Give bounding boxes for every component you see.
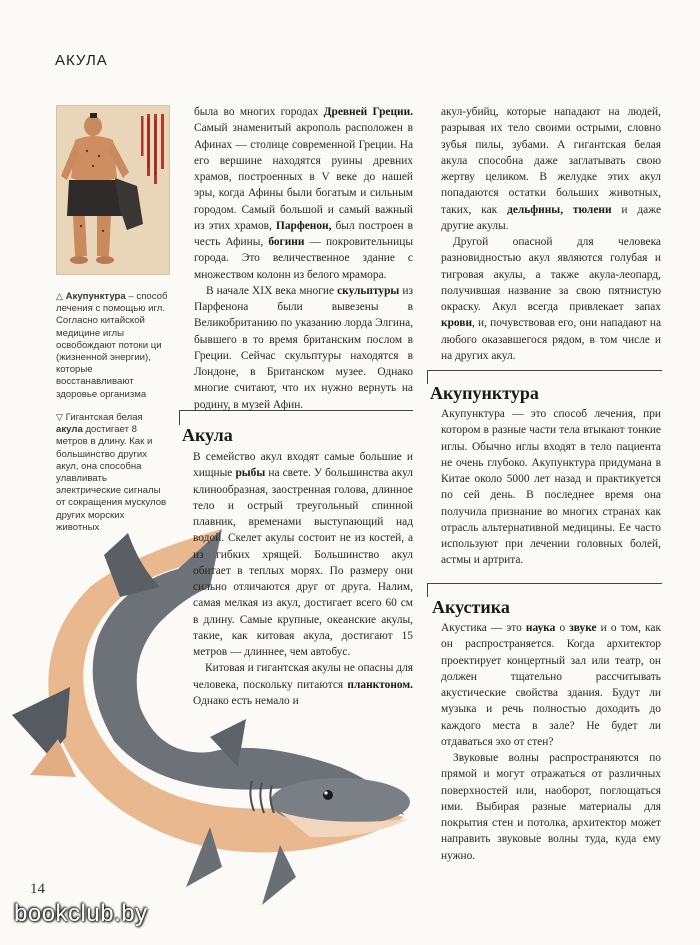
acupuncture-chart-illustration [56,105,170,275]
acupuncture-heading-rule-v [427,370,428,384]
caption-shark [56,411,170,534]
term-science: наука [525,622,556,634]
term-goddess: богини [268,236,305,248]
text-run: на свете. У большинства акул клинообразная, заостренная голова, длинное тело и острый треугольный спинной плавник, временами выступающий над водой. Скелет акулы состоит не из костей, а из гибких хрящей. Большинство акул обитает в теплых морях. По размеру они сильно отличаются друг от друга. Налим, самая мелкая из акул, достигает всего 60 см в длину. Самые крупные, океанские акулы, такие, как китовая акула, достигают 15 метров — длиннее, чем автобус. [193,467,413,658]
term-fish: рыбы [235,467,266,480]
text-run: был построен в честь Афины, [194,219,414,248]
running-header: АКУЛА [55,52,108,69]
term-blood: крови [441,317,473,330]
shark-heading-rule [179,410,413,411]
term-ancient-greece: Древней Греции. [323,106,413,118]
term-parthenon: Парфенон, [275,219,332,232]
term-plankton: планктоном. [347,678,413,691]
column-shark-text [193,449,413,709]
term-sound: звуке [569,622,597,634]
text-run: , и, почувствовав его, они нападают на любого оказавшегося рядом, в том числе и на других акул. [441,317,661,362]
heading-shark: Акула [182,425,233,445]
caption-shark-term: акула [56,424,83,436]
paragraph-shark-2 [193,660,413,709]
text-run: и о том, как он распространяется. Когда архитектор проектирует концертный зал или театр, он должен тщательно рассчитывать акустические свойства здания. Будут ли музыка и речь полностью доходить до каждого места в зале? Не будет ли отдаваться эхо от стен? [441,622,662,748]
acoustics-heading-rule-v [427,583,428,597]
text-run: Китовая и гигантская акулы не опасны для человека, поскольку питаются [193,662,413,691]
caption-acupuncture-term: Акупунктура [65,291,126,302]
paragraph-acropolis-1 [194,104,413,283]
column-shark-continued [441,104,661,364]
heading-acupuncture: Акупунктура [430,383,539,403]
text-run: и даже другие акулы. [441,203,661,232]
acoustics-heading-rule [427,583,662,584]
caption-acupuncture-text: – способ лечения с помощью игл. Согласно китайской медицине иглы освобождают потоки ци (жизненной энергии), которые восстанавливают здоровье организма [56,291,168,400]
page-number: 14 [30,881,45,897]
column-acropolis [194,104,413,413]
column-acoustics [441,620,661,864]
paragraph-dangerous-sharks [441,234,661,364]
paragraph-acoustics-1 [441,620,661,750]
caption-down-marker: ▽ [56,412,63,422]
caption-acupuncture [56,290,170,401]
paragraph-acupuncture: Акупунктура — это способ лечения, при котором в разные части тела втыкают тонкие иглы. Обычно иглы входят в тело пациента не очень глубоко. Акупунктура придумана в Китае около 5000 лет назад и практикуется по сей день. В последнее время она получила признание во многих странах как отрасль альтернативной медицины. Ее часто используют при лечении головных болей, астмы и артрита. [441,408,661,567]
text-run: В начале XIX века многие [206,284,338,297]
text-run: о [555,622,570,634]
text-run: Другой опасной для человека разновидностью акул являются голубая и тигровая акулы, а также акула-леопард, получившая название за свою пятнистую окраску. Акул всегда привлекает запах [441,236,661,313]
column-acupuncture [441,406,661,569]
paragraph-acoustics-2: Звуковые волны распространяются по прямой и могут отражаться от различных поверхностей или, наоборот, поглощаться ими. Выбирая разные материалы для покрытия стен и потолка, архитектор может направить звуковые волны туда, куда ему нужно. [441,752,661,862]
caption-shark-text: достигает 8 метров в длину. Как и большинство других акул, она способна улавливать электрические сигналы от сокращения мускулов других морских животных [56,424,167,533]
paragraph-shark-1 [193,449,413,660]
watermark: bookclub.by [14,900,148,927]
heading-acoustics: Акустика [432,597,510,617]
text-run: была во многих городах [194,106,324,118]
text-run: Акустика — это [441,622,526,634]
caption-up-marker: △ [56,291,63,301]
acupuncture-heading-rule [427,370,662,371]
shark-heading-rule-v [179,410,180,425]
text-run: Однако есть немало и [193,694,299,707]
text-run: В семейство акул входят самые большие и хищные [193,451,413,480]
paragraph-acropolis-2 [194,283,413,413]
term-sculptures: скульптуры [337,284,400,297]
text-run: из Парфенона были вывезены в Великобританию по указанию лорда Элгина, бывшего в то время британским послом в Греции. Сейчас скульптуры находятся в Лондоне, в Британском музее. Однако многие считают, что их нужно вернуть на родину, в музей Афин. [194,284,413,411]
text-run: акул-убийц, которые нападают на людей, разрывая их тело своими острыми, словно зубья пилы, зубами. А гигантская белая акула способна даже заглатывать свою жертву целиком. В желудке этих акул попадаются остатки больших животных, таких, как [441,106,661,216]
text-run: — покровительницы города. Это величественное здание с множеством колонн из белого мрамора. [194,236,413,281]
caption-shark-pre: Гигантская белая [62,412,143,423]
paragraph-killer-sharks [441,104,661,234]
text-run: Самый знаменитый акрополь расположен в Афинах — столице современной Греции. На его вершине находятся руины древних храмов, построенных в V веке до нашей эры, когда Афины были богатым и сильным городом. Самый большой и самый важный из этих храмов, [194,122,413,232]
term-dolphins-seals: дельфины, тюлени [507,203,612,216]
